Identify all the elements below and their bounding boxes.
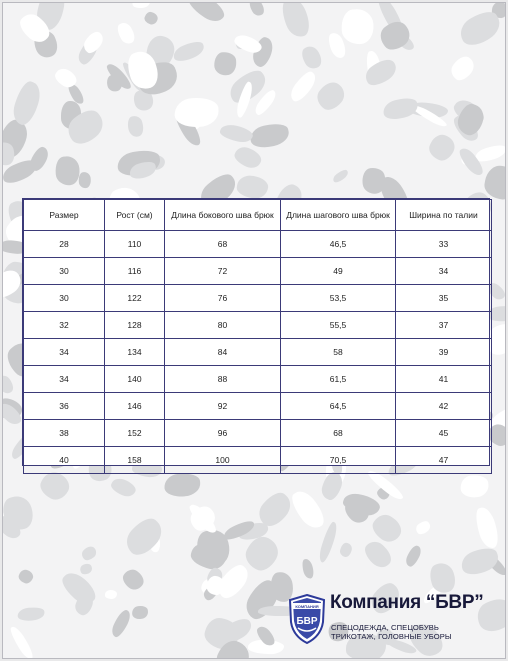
cell-side-seam: 88 bbox=[165, 366, 281, 393]
cell-side-seam: 100 bbox=[165, 447, 281, 474]
company-tagline-2: ТРИКОТАЖ, ГОЛОВНЫЕ УБОРЫ bbox=[331, 632, 452, 641]
company-tagline-1: СПЕЦОДЕЖДА, СПЕЦОБУВЬ bbox=[331, 623, 439, 632]
table-header-row bbox=[24, 200, 492, 231]
table-row bbox=[24, 312, 492, 339]
cell-side-seam: 80 bbox=[165, 312, 281, 339]
table-row bbox=[24, 393, 492, 420]
company-shield-logo-icon bbox=[288, 594, 326, 644]
cell-inseam: 58 bbox=[281, 339, 396, 366]
company-brand bbox=[288, 594, 488, 650]
cell-size: 34 bbox=[24, 366, 105, 393]
cell-inseam: 70,5 bbox=[281, 447, 396, 474]
cell-height: 128 bbox=[105, 312, 165, 339]
cell-side-seam: 76 bbox=[165, 285, 281, 312]
cell-side-seam: 96 bbox=[165, 420, 281, 447]
table-row bbox=[24, 285, 492, 312]
cell-size: 32 bbox=[24, 312, 105, 339]
header-side-seam: Длина бокового шва брюк bbox=[165, 200, 281, 231]
cell-inseam: 49 bbox=[281, 258, 396, 285]
header-inseam: Длина шагового шва брюк bbox=[281, 200, 396, 231]
cell-size: 28 bbox=[24, 231, 105, 258]
cell-waist: 41 bbox=[396, 366, 492, 393]
cell-height: 146 bbox=[105, 393, 165, 420]
cell-height: 110 bbox=[105, 231, 165, 258]
table-row bbox=[24, 258, 492, 285]
cell-side-seam: 92 bbox=[165, 393, 281, 420]
table-row bbox=[24, 420, 492, 447]
catalog-page bbox=[2, 2, 506, 659]
header-waist: Ширина по талии bbox=[396, 200, 492, 231]
cell-waist: 33 bbox=[396, 231, 492, 258]
cell-height: 134 bbox=[105, 339, 165, 366]
cell-height: 122 bbox=[105, 285, 165, 312]
cell-inseam: 53,5 bbox=[281, 285, 396, 312]
svg-text:КОМПАНИЯ: КОМПАНИЯ bbox=[295, 604, 319, 609]
table-row bbox=[24, 231, 492, 258]
cell-waist: 39 bbox=[396, 339, 492, 366]
table-row bbox=[24, 366, 492, 393]
cell-waist: 42 bbox=[396, 393, 492, 420]
cell-waist: 37 bbox=[396, 312, 492, 339]
cell-side-seam: 84 bbox=[165, 339, 281, 366]
cell-waist: 34 bbox=[396, 258, 492, 285]
cell-height: 116 bbox=[105, 258, 165, 285]
cell-size: 30 bbox=[24, 258, 105, 285]
cell-size: 36 bbox=[24, 393, 105, 420]
company-name: Компания “БВР” bbox=[330, 592, 484, 613]
cell-inseam: 61,5 bbox=[281, 366, 396, 393]
cell-waist: 45 bbox=[396, 420, 492, 447]
cell-inseam: 68 bbox=[281, 420, 396, 447]
cell-height: 152 bbox=[105, 420, 165, 447]
header-height: Рост (см) bbox=[105, 200, 165, 231]
cell-waist: 35 bbox=[396, 285, 492, 312]
table-row bbox=[24, 339, 492, 366]
cell-size: 38 bbox=[24, 420, 105, 447]
cell-side-seam: 68 bbox=[165, 231, 281, 258]
cell-height: 158 bbox=[105, 447, 165, 474]
size-table-container bbox=[22, 198, 490, 466]
cell-inseam: 64,5 bbox=[281, 393, 396, 420]
cell-waist: 47 bbox=[396, 447, 492, 474]
cell-size: 34 bbox=[24, 339, 105, 366]
svg-text:БВР: БВР bbox=[296, 616, 318, 627]
cell-inseam: 55,5 bbox=[281, 312, 396, 339]
cell-size: 30 bbox=[24, 285, 105, 312]
cell-height: 140 bbox=[105, 366, 165, 393]
size-table bbox=[23, 199, 492, 474]
header-size: Размер bbox=[24, 200, 105, 231]
cell-side-seam: 72 bbox=[165, 258, 281, 285]
table-row bbox=[24, 447, 492, 474]
cell-inseam: 46,5 bbox=[281, 231, 396, 258]
cell-size: 40 bbox=[24, 447, 105, 474]
